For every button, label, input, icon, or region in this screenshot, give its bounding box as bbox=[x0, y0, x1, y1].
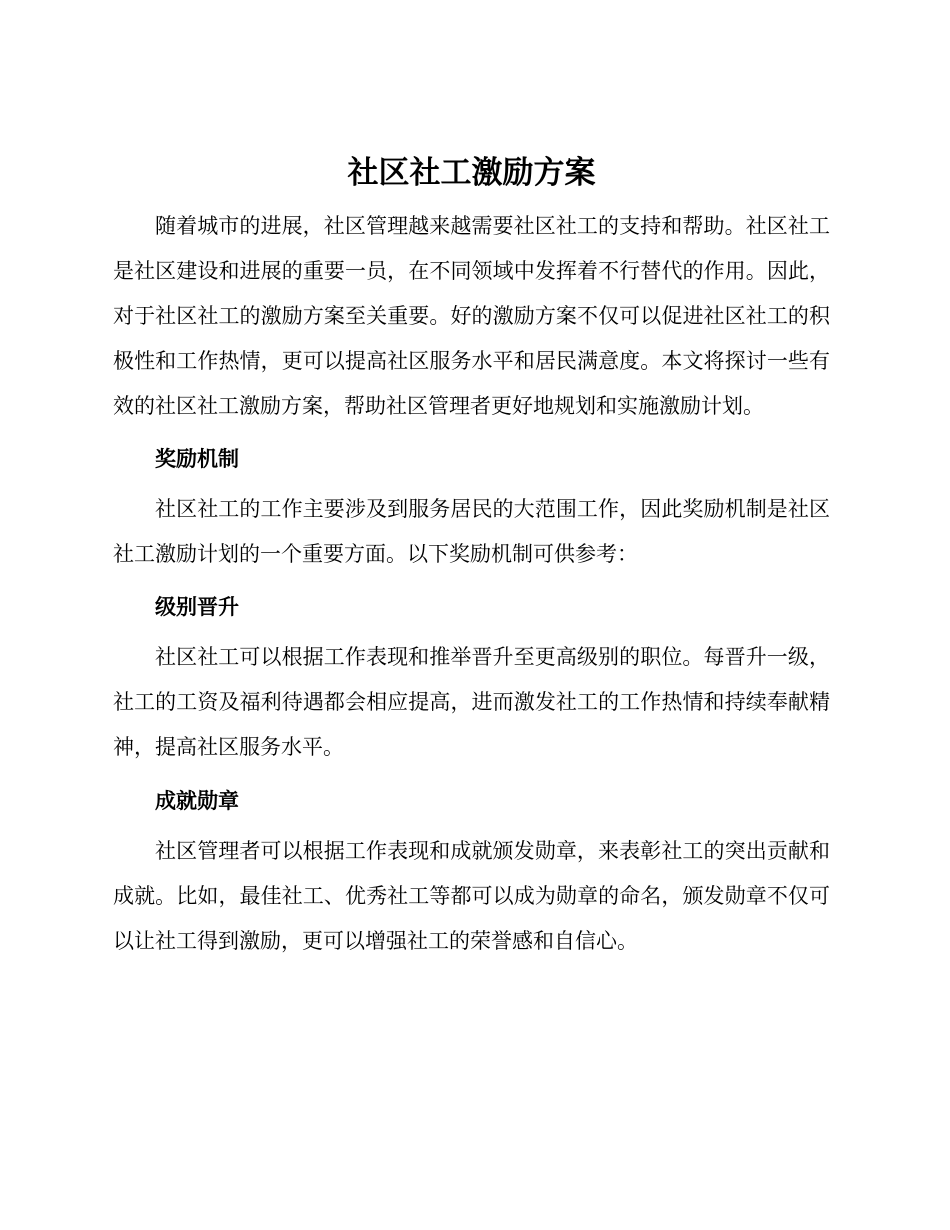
document-title: 社区社工激励方案 bbox=[347, 155, 596, 191]
spacer bbox=[113, 816, 830, 829]
spacer bbox=[113, 622, 830, 635]
section-heading-promotion: 级别晋升 bbox=[155, 595, 239, 619]
spacer bbox=[113, 577, 830, 592]
section-heading-rewards: 奖励机制 bbox=[155, 447, 239, 471]
intro-paragraph: 随着城市的进展，社区管理越来越需要社区社工的支持和帮助。社区社工是社区建设和进展的重要一员，在不同领域中发挥着不行替代的作用。因此，对于社区社工的激励方案至关重要。好的激励方案不仅可以促进社区社工的积极性和工作热情，更可以提高社区服务水平和居民满意度。本文将探讨一些有效的社区社工激励方案，帮助社区管理者更好地规划和实施激励计划。 bbox=[113, 214, 830, 418]
section-body-promotion: 社区社工可以根据工作表现和推举晋升至更高级别的职位。每晋升一级，社工的工资及福利待遇都会相应提高，进而激发社工的工作热情和持续奉献精神，提高社区服务水平。 bbox=[113, 645, 830, 759]
spacer bbox=[113, 196, 830, 204]
document-page bbox=[113, 150, 830, 964]
spacer bbox=[113, 429, 830, 444]
section-heading-medals: 成就勋章 bbox=[155, 789, 239, 813]
section-body-rewards: 社区社工的工作主要涉及到服务居民的大范围工作，因此奖励机制是社区社工激励计划的一个重要方面。以下奖励机制可供参考： bbox=[113, 497, 830, 566]
spacer bbox=[113, 770, 830, 786]
section-body-medals: 社区管理者可以根据工作表现和成就颁发勋章，来表彰社工的突出贡献和成就。比如，最佳社工、优秀社工等都可以成为勋章的命名，颁发勋章不仅可以让社工得到激励，更可以增强社工的荣誉感和自信心。 bbox=[113, 839, 830, 953]
spacer bbox=[113, 474, 830, 487]
